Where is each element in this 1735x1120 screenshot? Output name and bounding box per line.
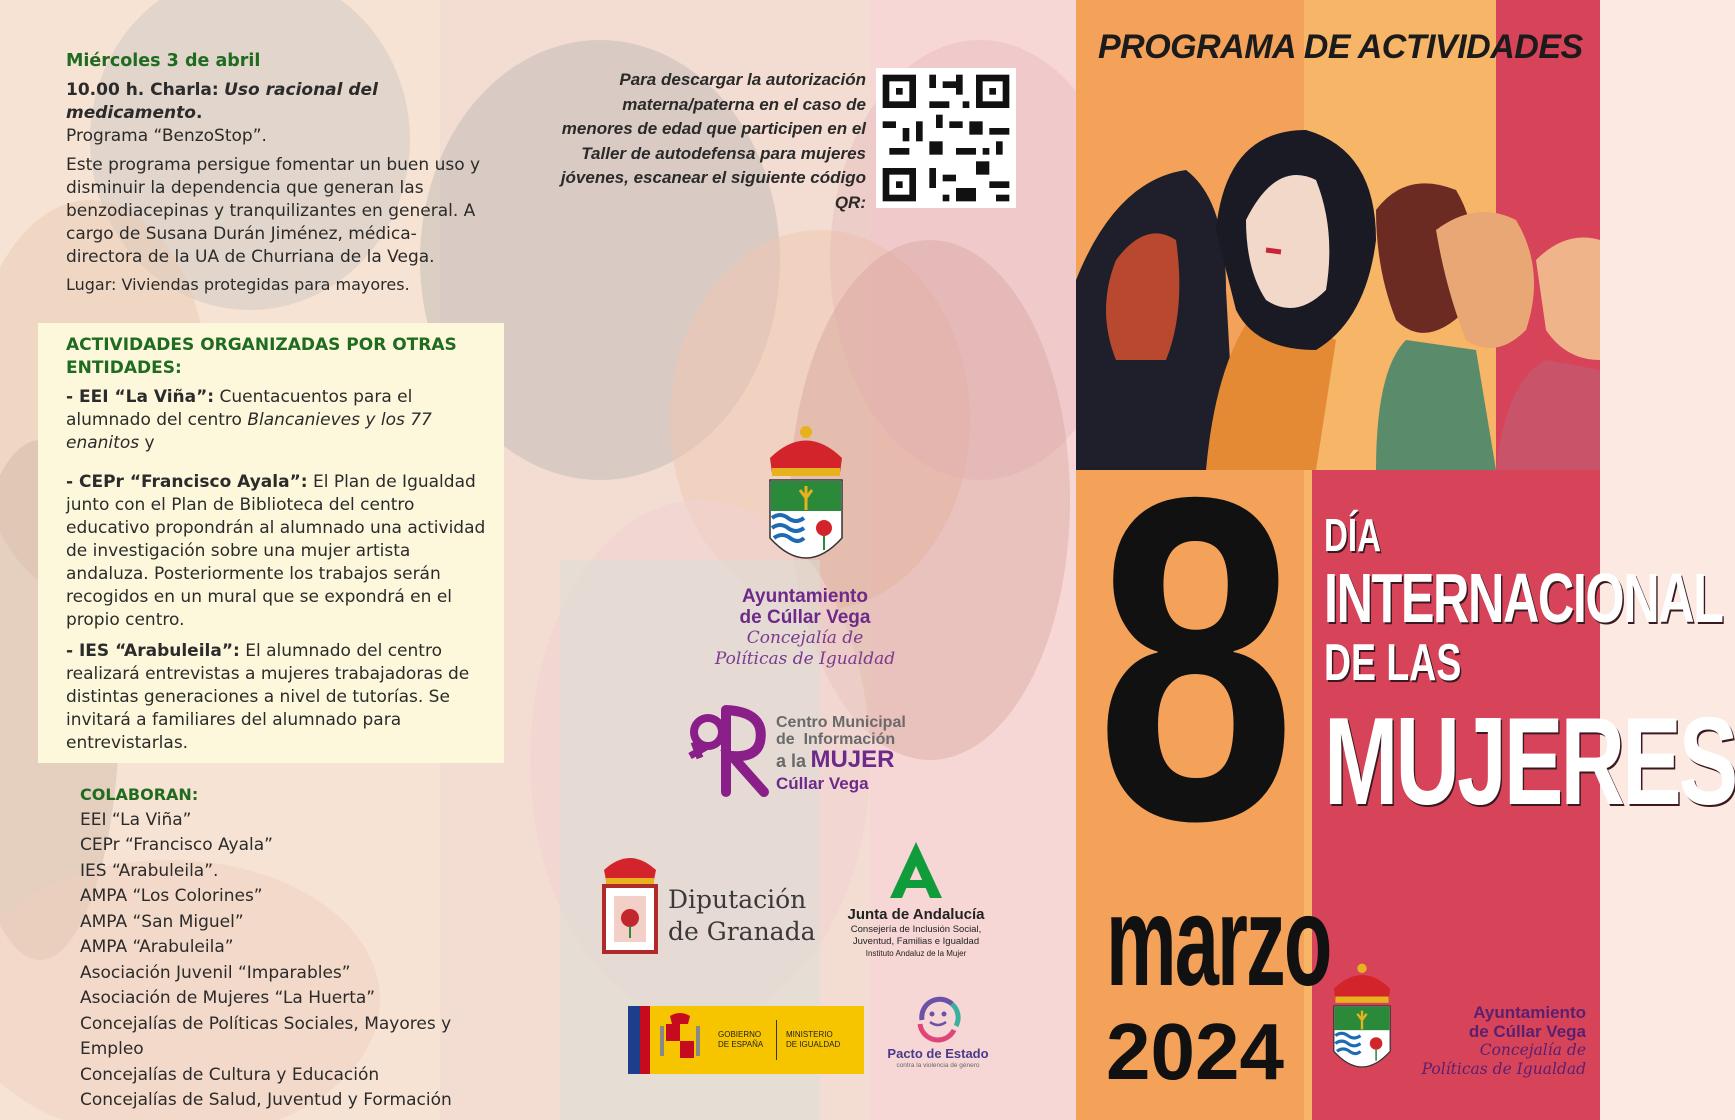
year: 2024: [1106, 1007, 1284, 1096]
ministerio-line2: DE IGUALDAD: [786, 1040, 841, 1049]
ayto-line4: Políticas de Igualdad: [714, 649, 896, 669]
diputacion-crest-icon: [598, 850, 662, 960]
collaborator: CEPr “Francisco Ayala”: [80, 835, 273, 855]
other-activities-heading: ACTIVIDADES ORGANIZADAS POR OTRAS ENTIDADES:: [66, 335, 457, 378]
cmim-line2: de Información: [776, 731, 896, 748]
collaborator: Concejalías de Salud, Juventud y Formación: [80, 1090, 452, 1110]
collaborator: AMPA “San Miguel”: [80, 911, 244, 932]
gobierno-text: [718, 1030, 763, 1050]
activity-org: - CEPr “Francisco Ayala”:: [66, 472, 308, 492]
event-place: Lugar: Viviendas protegidas para mayores.: [66, 275, 410, 294]
collaborators: [80, 782, 520, 1114]
cmim-line4: Cúllar Vega: [776, 774, 869, 793]
ayuntamiento-crest-icon: [1326, 956, 1398, 1084]
cmim-logo-text: [776, 714, 906, 792]
event-date: Miércoles 3 de abril: [66, 51, 261, 71]
collaborator: Asociación Juvenil “Imparables”: [80, 962, 351, 983]
talk-title-end: .: [195, 103, 203, 123]
spain-coat-of-arms-icon: [658, 1014, 702, 1066]
eu-flag-stripe: [628, 1006, 640, 1074]
pacto-estado-text: [876, 1046, 1000, 1070]
ayuntamiento-logo-text: [700, 586, 910, 670]
cmim-line3b: MUJER: [810, 746, 895, 773]
title-line1: DÍA: [1324, 509, 1382, 561]
event-talk: [66, 79, 486, 125]
activity-org: - EEI “La Viña”:: [66, 387, 215, 407]
ayto-line3: Concejalía de: [746, 628, 864, 648]
cover-ayto-line2: de Cúllar Vega: [1468, 1022, 1586, 1041]
gobierno-line1: GOBIERNO: [718, 1030, 762, 1039]
activity-tail: y: [139, 433, 155, 453]
activity-italic: Blancanieves y los 77 enanitos: [66, 410, 432, 453]
ministerio-line1: MINISTERIO: [786, 1030, 833, 1039]
cover-ayto-line3: Concejalía de: [1479, 1041, 1586, 1059]
activity-text: Cuentacuentos para el alumnado del centro: [66, 387, 413, 430]
junta-logo-icon: [886, 840, 946, 900]
ayto-line2: de Cúllar Vega: [739, 607, 871, 628]
title-line4: MUJERES: [1324, 693, 1735, 831]
activity-text: El Plan de Igualdad junto con el Plan de Biblioteca del centro educativo propondrán al alumnado una actividad de investigación sobre una mujer artista andaluza. Posteriormente los trabajos serán recogidos en un mural que se expondrá en el propio centro.: [66, 472, 486, 630]
cmim-line1: Centro Municipal: [776, 714, 906, 731]
collaborator: Asociación de Mujeres “La Huerta”: [80, 988, 376, 1008]
cmim-logo-icon: [686, 702, 782, 796]
diputacion-line2: de Granada: [668, 917, 816, 946]
cover-panel: [1076, 0, 1735, 1120]
collaborators-heading: COLABORAN:: [80, 785, 199, 804]
collaborator: EEI “La Viña”: [80, 809, 192, 830]
collaborator: AMPA “Los Colorines”: [80, 886, 263, 906]
activity-text: El alumnado del centro realizará entrevistas a mujeres trabajadoras de distintas generaciones a nivel de tutorías. Se invitará a familiares del alumnado para entrevistarlas.: [66, 641, 470, 753]
activity-item: [66, 471, 486, 632]
month: marzo: [1106, 870, 1331, 1013]
gobierno-divider: [776, 1020, 777, 1060]
ayuntamiento-crest-icon: [760, 418, 852, 578]
day-number: 8: [1096, 403, 1296, 916]
junta-sub2: Juventud, Familias e Igualdad: [852, 936, 980, 947]
collaborator: Concejalías de Políticas Sociales, Mayores y Empleo: [80, 1013, 452, 1059]
junta-text: [836, 906, 996, 960]
cover-ayto-line1: Ayuntamiento: [1473, 1003, 1586, 1022]
junta-sub1: Consejería de Inclusión Social,: [850, 924, 982, 935]
junta-title: Junta de Andalucía: [847, 906, 985, 923]
qr-code[interactable]: [876, 68, 1016, 208]
event-title: [1324, 508, 1735, 832]
event-section: [66, 50, 486, 296]
cmim-line3a: a la: [776, 751, 807, 771]
gobierno-line2: DE ESPAÑA: [718, 1040, 764, 1049]
qr-instructions: Para descargar la autorización materna/paterna en el caso de menores de edad que participen en el Taller de autodefensa para mujeres jóvenes, escanear el siguiente código QR:: [560, 70, 866, 212]
collaborator: Concejalías de Cultura y Educación: [80, 1064, 380, 1085]
title-line2: INTERNACIONAL: [1324, 559, 1723, 637]
collaborator: AMPA “Arabuleila”: [80, 937, 234, 957]
junta-sub3: Instituto Andaluz de la Mujer: [865, 949, 967, 958]
title-line3: DE LAS: [1324, 634, 1462, 692]
event-description: Este programa persigue fomentar un buen uso y disminuir la dependencia que generan las benzodiacepinas y tranquilizantes en general. A cargo de Susana Durán Jiménez, médica-directora de la UA de Churriana de la Vega.: [66, 155, 481, 267]
ayto-line1: Ayuntamiento: [742, 586, 868, 607]
pacto-estado-icon: [908, 990, 968, 1044]
diputacion-text: [668, 884, 816, 948]
talk-title: Uso racional del medicamento: [66, 80, 378, 123]
program-header: PROGRAMA DE ACTIVIDADES: [1098, 28, 1583, 66]
cover-ayuntamiento-text: [1394, 1003, 1586, 1079]
cmim-line3: [776, 748, 906, 775]
other-activities: [66, 334, 486, 755]
spain-flag-stripe: [640, 1006, 650, 1074]
qr-code-icon: [876, 68, 1016, 208]
activity-item: [66, 386, 486, 455]
pacto-line2: contra la violencia de género: [896, 1062, 980, 1069]
ministerio-text: [786, 1030, 840, 1050]
gobierno-logo: [628, 1006, 864, 1074]
activity-org: - IES “Arabuleila”:: [66, 641, 240, 661]
cover-ayto-line4: Políticas de Igualdad: [1421, 1060, 1586, 1078]
event-program: Programa “BenzoStop”.: [66, 126, 267, 146]
diputacion-line1: Diputación: [668, 885, 807, 914]
talk-time: 10.00 h. Charla:: [66, 80, 219, 100]
activity-item: [66, 640, 486, 755]
pacto-line1: Pacto de Estado: [887, 1046, 989, 1061]
collaborator: IES “Arabuleila”.: [80, 860, 219, 881]
